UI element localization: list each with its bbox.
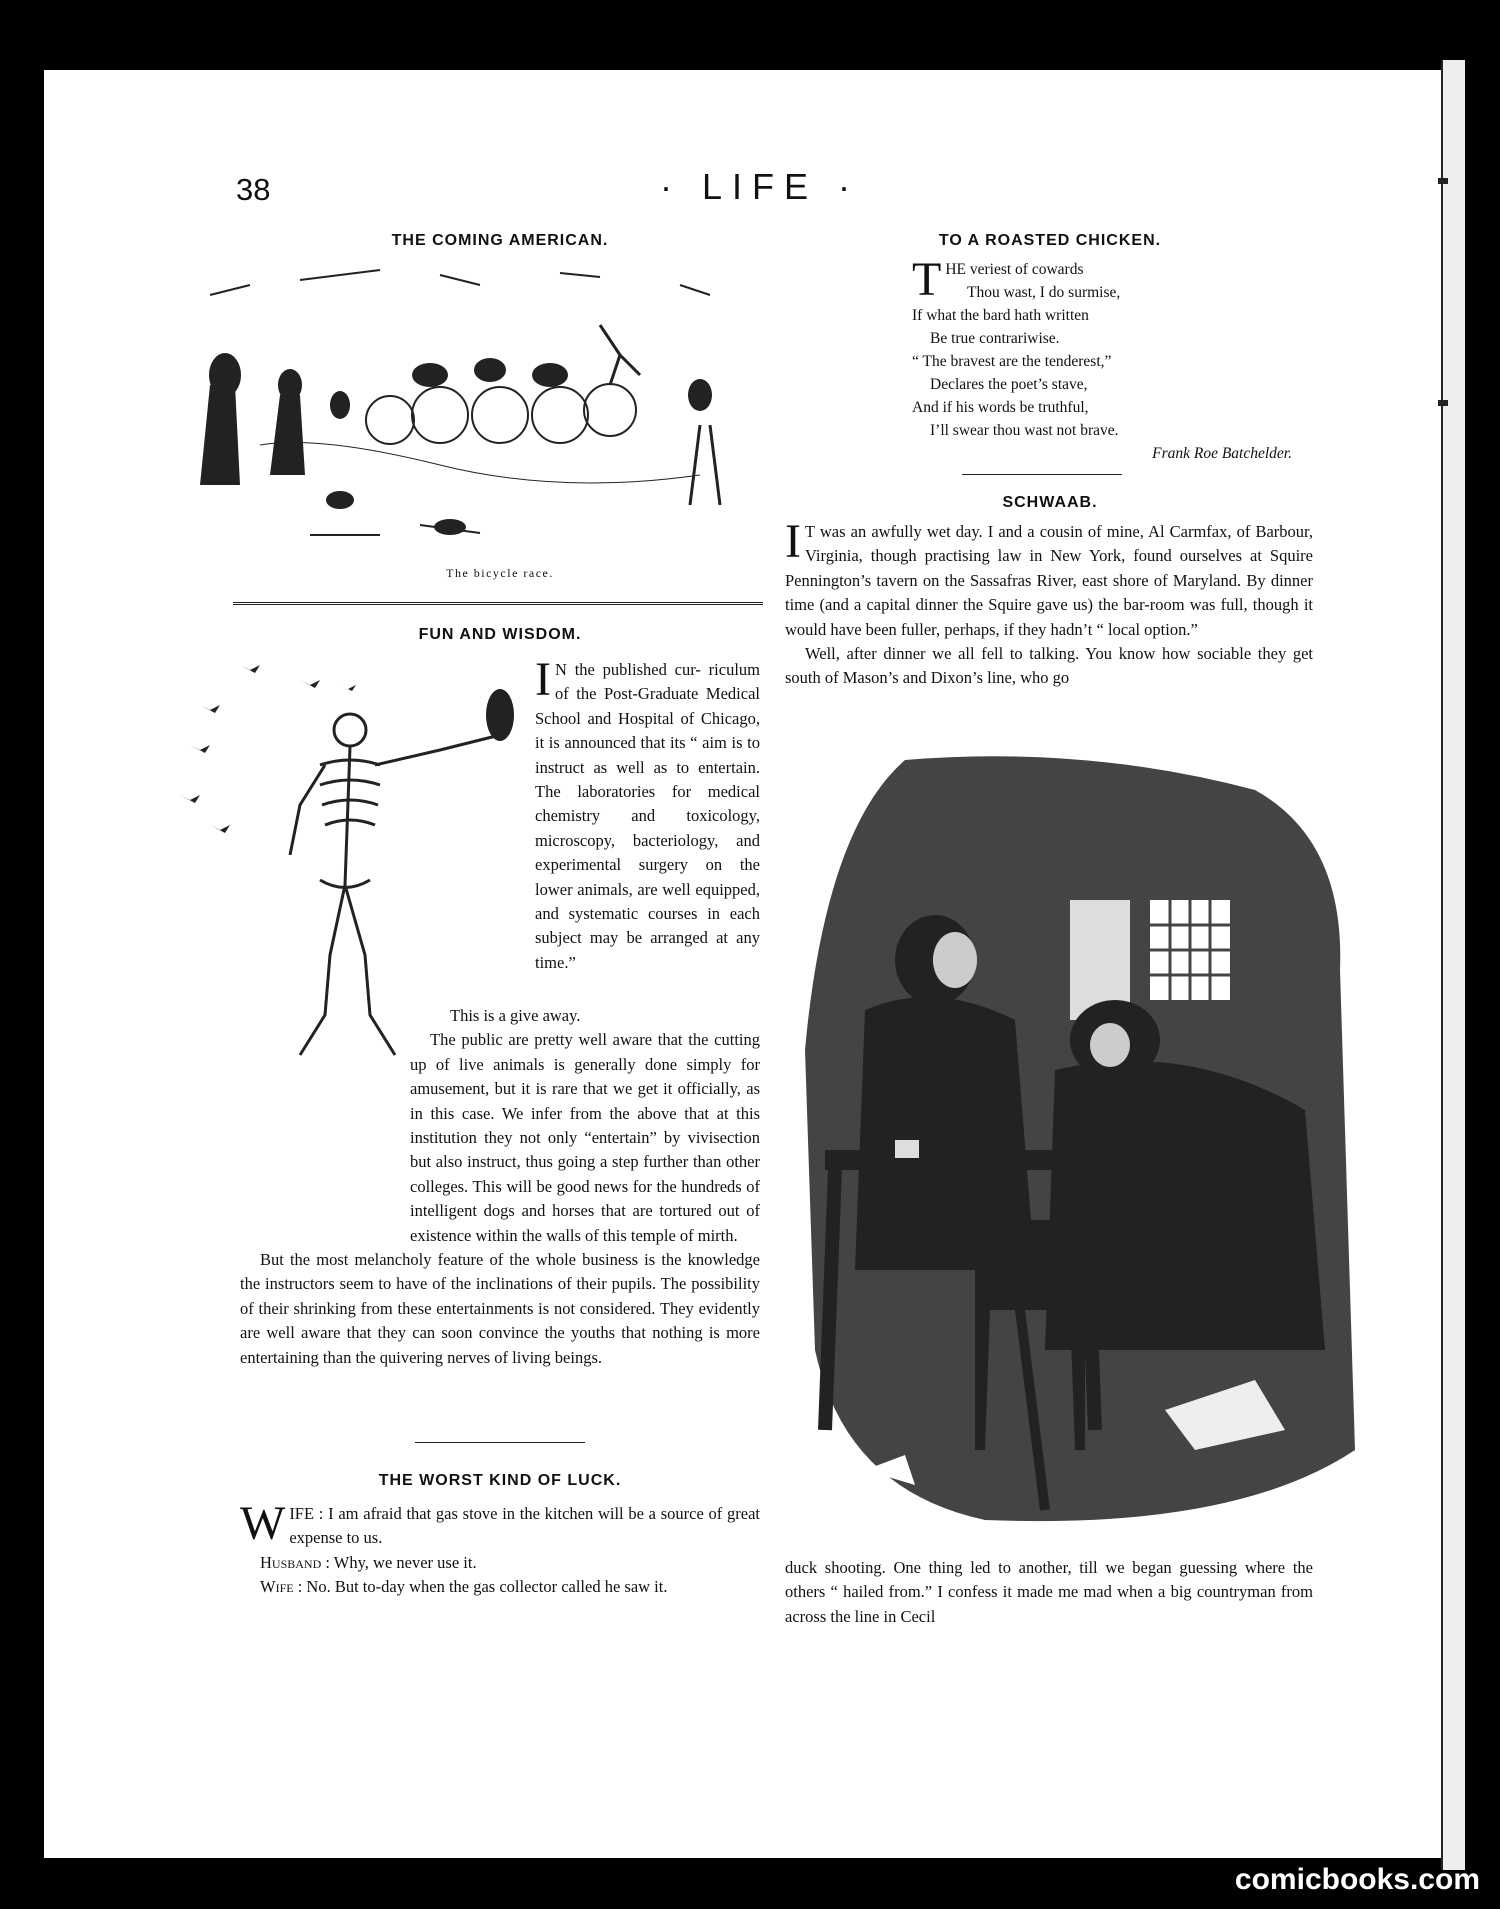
section-divider — [415, 1442, 585, 1443]
schwaab-title: SCHWAAB. — [1002, 494, 1098, 511]
drop-cap-w: W — [240, 1497, 286, 1550]
section-divider — [233, 602, 763, 605]
schwaab-continued — [785, 1556, 1313, 1629]
chicken-title: TO A ROASTED CHICKEN. — [938, 232, 1162, 249]
wife-line-1: I am afraid that gas stove in the kitchen will be a source of great expense to us. — [289, 1504, 760, 1548]
fun-wisdom-paragraph-1: N the published cur- riculum of the Post-Graduate Medical School and Hospital of Chicago, it is announced that its “ aim is to instruct as well as to entertain. The laboratories for medical chemistry and toxicology, microscopy, bacteriology, and experimental surgery on the lower animals, are well equipped, and systematic courses in each subject may be arranged at any time.” — [535, 660, 760, 972]
drop-cap-i-schwaab: I — [785, 515, 801, 568]
schwaab-paragraph-3: duck shooting. One thing led to another, till we began guessing where the others “ hailed from.” I confess it made me mad when a big countryman from across the line in Cecil — [785, 1558, 1313, 1626]
worst-luck-body — [240, 1497, 760, 1600]
worst-luck-title: THE WORST KIND OF LUCK. — [378, 1472, 622, 1489]
watermark: comicbooks.com — [1234, 1863, 1480, 1896]
section-divider — [962, 474, 1122, 475]
spine-mark — [1438, 178, 1448, 184]
spine-mark — [1438, 400, 1448, 406]
husband-line: Why, we never use it. — [333, 1552, 477, 1572]
poem-line-6: Declares the poet’s stave, — [930, 376, 1088, 393]
coming-american-title: THE COMING AMERICAN. — [391, 232, 609, 249]
wife-label: IFE : — [289, 1504, 324, 1523]
page-number: 38 — [236, 172, 271, 207]
schwaab-paragraph-1: T was an awfully wet day. I and a cousin of mine, Al Carmfax, of Barbour, Virginia, though practising law in New York, found ourselves at Squire Pennington’s tavern on the Sassafras River, east shore of Maryland. By dinner time (and a capital dinner the Squire gave us) the bar-room was full, though it would have been fuller, perhaps, if they hadn’t “ local option.” — [785, 522, 1313, 639]
poem-author: Frank Roe Batchelder. — [1152, 445, 1292, 462]
husband-label: Husband : — [260, 1552, 330, 1572]
chicken-poem — [912, 253, 1292, 465]
drop-cap-t: T — [912, 253, 942, 306]
poem-line-1: HE veriest of cowards — [945, 261, 1084, 278]
bicycle-race-illustration — [180, 265, 770, 545]
fun-wisdom-paragraph-4: But the most melancholy feature of the whole business is the knowledge the instructors seem to have of the inclinations of their pupils. The possibility of their shrinking from these entertainments is not considered. They evidently are well aware that they can soon convince the youths that nothing is more entertaining than the quivering nerves of living beings. — [240, 1250, 760, 1367]
masthead: · LIFE · — [659, 166, 860, 207]
poem-line-8: I’ll swear thou wast not brave. — [930, 422, 1119, 439]
tavern-illustration — [785, 750, 1360, 1540]
poem-line-5: “ The bravest are the tenderest,” — [912, 353, 1112, 370]
fun-wisdom-paragraph-3: The public are pretty well aware that the cutting up of live animals is generally done simply for amusement, but it is rare that we get it officially, as in this case. We infer from the above that at this institution they not only “entertain” by vivisection but also instruct, thus going a step further than other colleges. This will be good news for the hundreds of intelligent dogs and horses that are tortured out of existence within the walls of this temple of mirth. — [410, 1030, 760, 1245]
fun-wisdom-title: FUN AND WISDOM. — [418, 626, 582, 643]
poem-line-3: If what the bard hath written — [912, 307, 1089, 324]
page-spine — [1441, 60, 1465, 1870]
drop-cap-i: I — [535, 653, 551, 706]
wife-label-2: Wife : — [260, 1577, 303, 1597]
fun-wisdom-body — [240, 1004, 760, 1370]
fun-wisdom-intro — [535, 653, 760, 975]
fun-wisdom-paragraph-2: This is a give away. — [450, 1006, 581, 1025]
schwaab-body — [785, 515, 1313, 691]
schwaab-paragraph-2: Well, after dinner we all fell to talking. You know how sociable they get south of Mason’s and Dixon’s line, who go — [785, 644, 1313, 688]
poem-line-4: Be true contrariwise. — [930, 330, 1060, 347]
poem-line-7: And if his words be truthful, — [912, 399, 1089, 416]
poem-line-2: Thou wast, I do surmise, — [967, 284, 1121, 301]
wife-line-2: No. But to-day when the gas collector called he saw it. — [306, 1577, 668, 1597]
bicycle-race-caption: The bicycle race. — [446, 566, 554, 580]
